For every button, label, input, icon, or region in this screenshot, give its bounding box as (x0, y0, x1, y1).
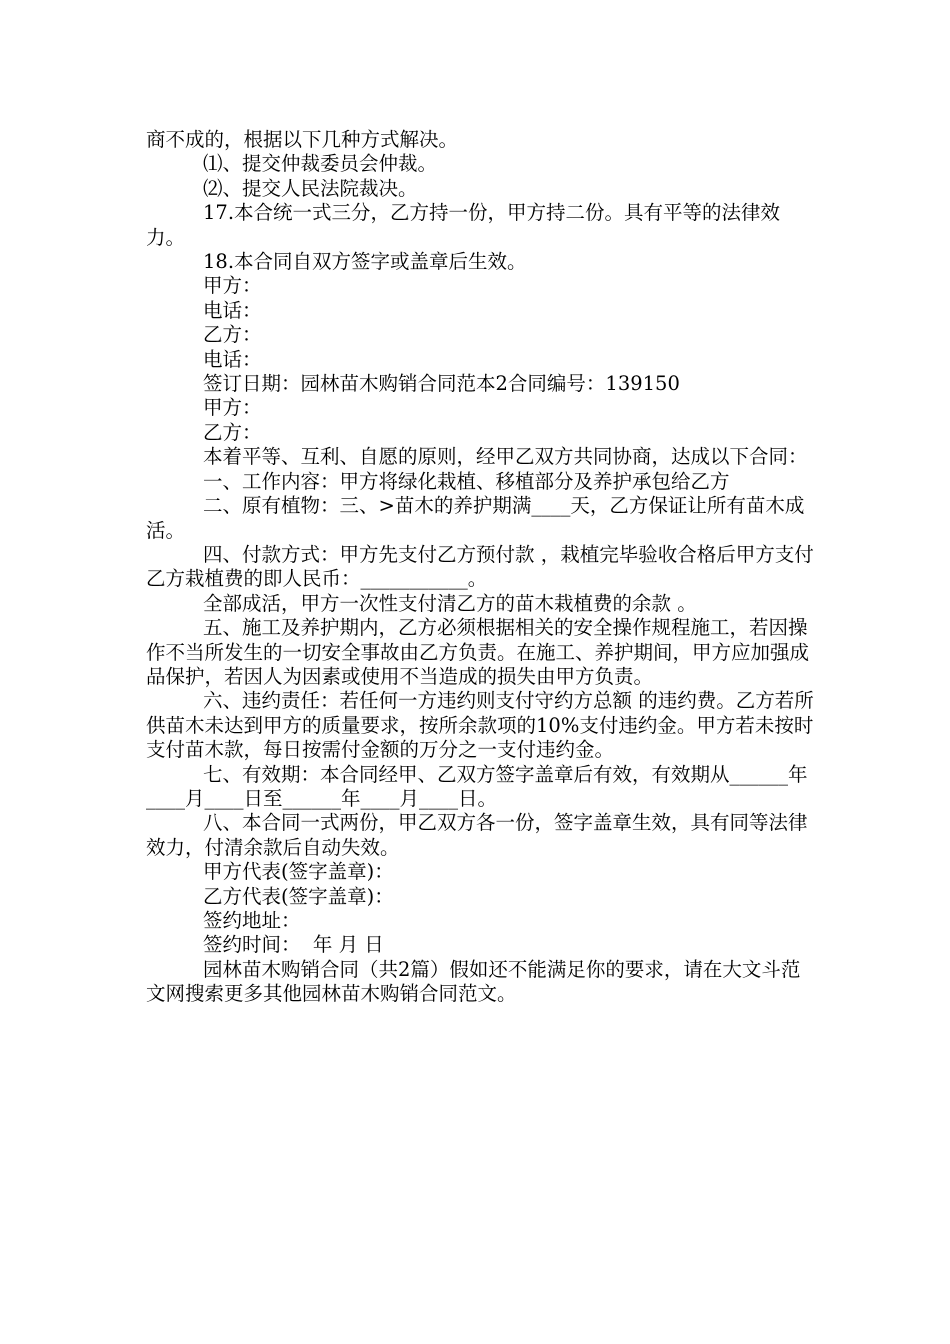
paragraph: ⑴、提交仲裁委员会仲裁。 (203, 152, 438, 176)
clause-2: 二、原有植物：三、>苗木的养护期满____天，乙方保证让所有苗木成活。 (146, 494, 805, 542)
party-a-label: 甲方： (203, 274, 262, 298)
paragraph: ⑵、提交人民法院裁决。 (203, 176, 418, 200)
closing-paragraph: 园林苗木购销合同（共2篇）假如还不能满足你的要求，请在大文斗范文网搜索更多其他园林苗木购销合同范文。 (146, 957, 801, 1006)
paragraph: 本着平等、互利、自愿的原则，经甲乙双方共同协商，达成以下合同： (203, 445, 808, 469)
sign-address: 签约地址： (203, 909, 301, 932)
party-a-representative: 甲方代表(签字盖章)： (203, 860, 394, 884)
phone-label: 电话： (203, 347, 262, 371)
party-a-label: 甲方： (203, 396, 262, 420)
party-b-representative: 乙方代表(签字盖章)： (203, 884, 394, 908)
clause-5: 五、施工及养护期内，乙方必须根据相关的安全操作规程施工，若因操作不当所发生的一切安全事故由乙方负责。在施工、养护期间，甲方应加强成品保护，若因人为因素或使用不当造成的损失由甲方负责。 (146, 616, 810, 688)
clause-4: 四、付款方式：甲方先支付乙方预付款 ，栽植完毕验收合格后甲方支付乙方栽植费的即人民币：___________。 (146, 542, 814, 591)
party-b-label: 乙方： (203, 420, 262, 444)
clause-8: 八、本合同一式两份，甲乙双方各一份，签字盖章生效，具有同等法律效力，付清余款后自动失效。 (146, 811, 808, 859)
paragraph: 17.本合统一式三分，乙方持一份，甲方持二份。具有平等的法律效力。 (146, 201, 781, 249)
phone-label: 电话： (203, 298, 262, 322)
clause-1: 一、工作内容：甲方将绿化栽植、移植部分及养护承包给乙方 (203, 469, 730, 493)
sign-date-line: 签订日期：园林苗木购销合同范本2合同编号：139150 (203, 372, 680, 396)
clause-6: 六、违约责任：若任何一方违约则支付守约方总额 的违约费。乙方若所供苗木未达到甲方的质量要求，按所余款项的10%支付违约金。甲方若未按时支付苗木款，每日按需付金额的万分之一支付违约金。 (146, 689, 814, 762)
clause-7: 七、有效期：本合同经甲、乙双方签字盖章后有效，有效期从______年____月____日至______年____月____日。 (146, 762, 808, 810)
document-page (146, 128, 814, 1007)
paragraph: 18.本合同自双方签字或盖章后生效。 (203, 250, 527, 274)
sign-time: 签约时间： 年 月 日 (203, 933, 384, 957)
party-b-label: 乙方： (203, 323, 262, 347)
paragraph: 商不成的，根据以下几种方式解决。 (146, 128, 459, 151)
paragraph: 全部成活，甲方一次性支付清乙方的苗木栽植费的余款 。 (203, 591, 697, 615)
